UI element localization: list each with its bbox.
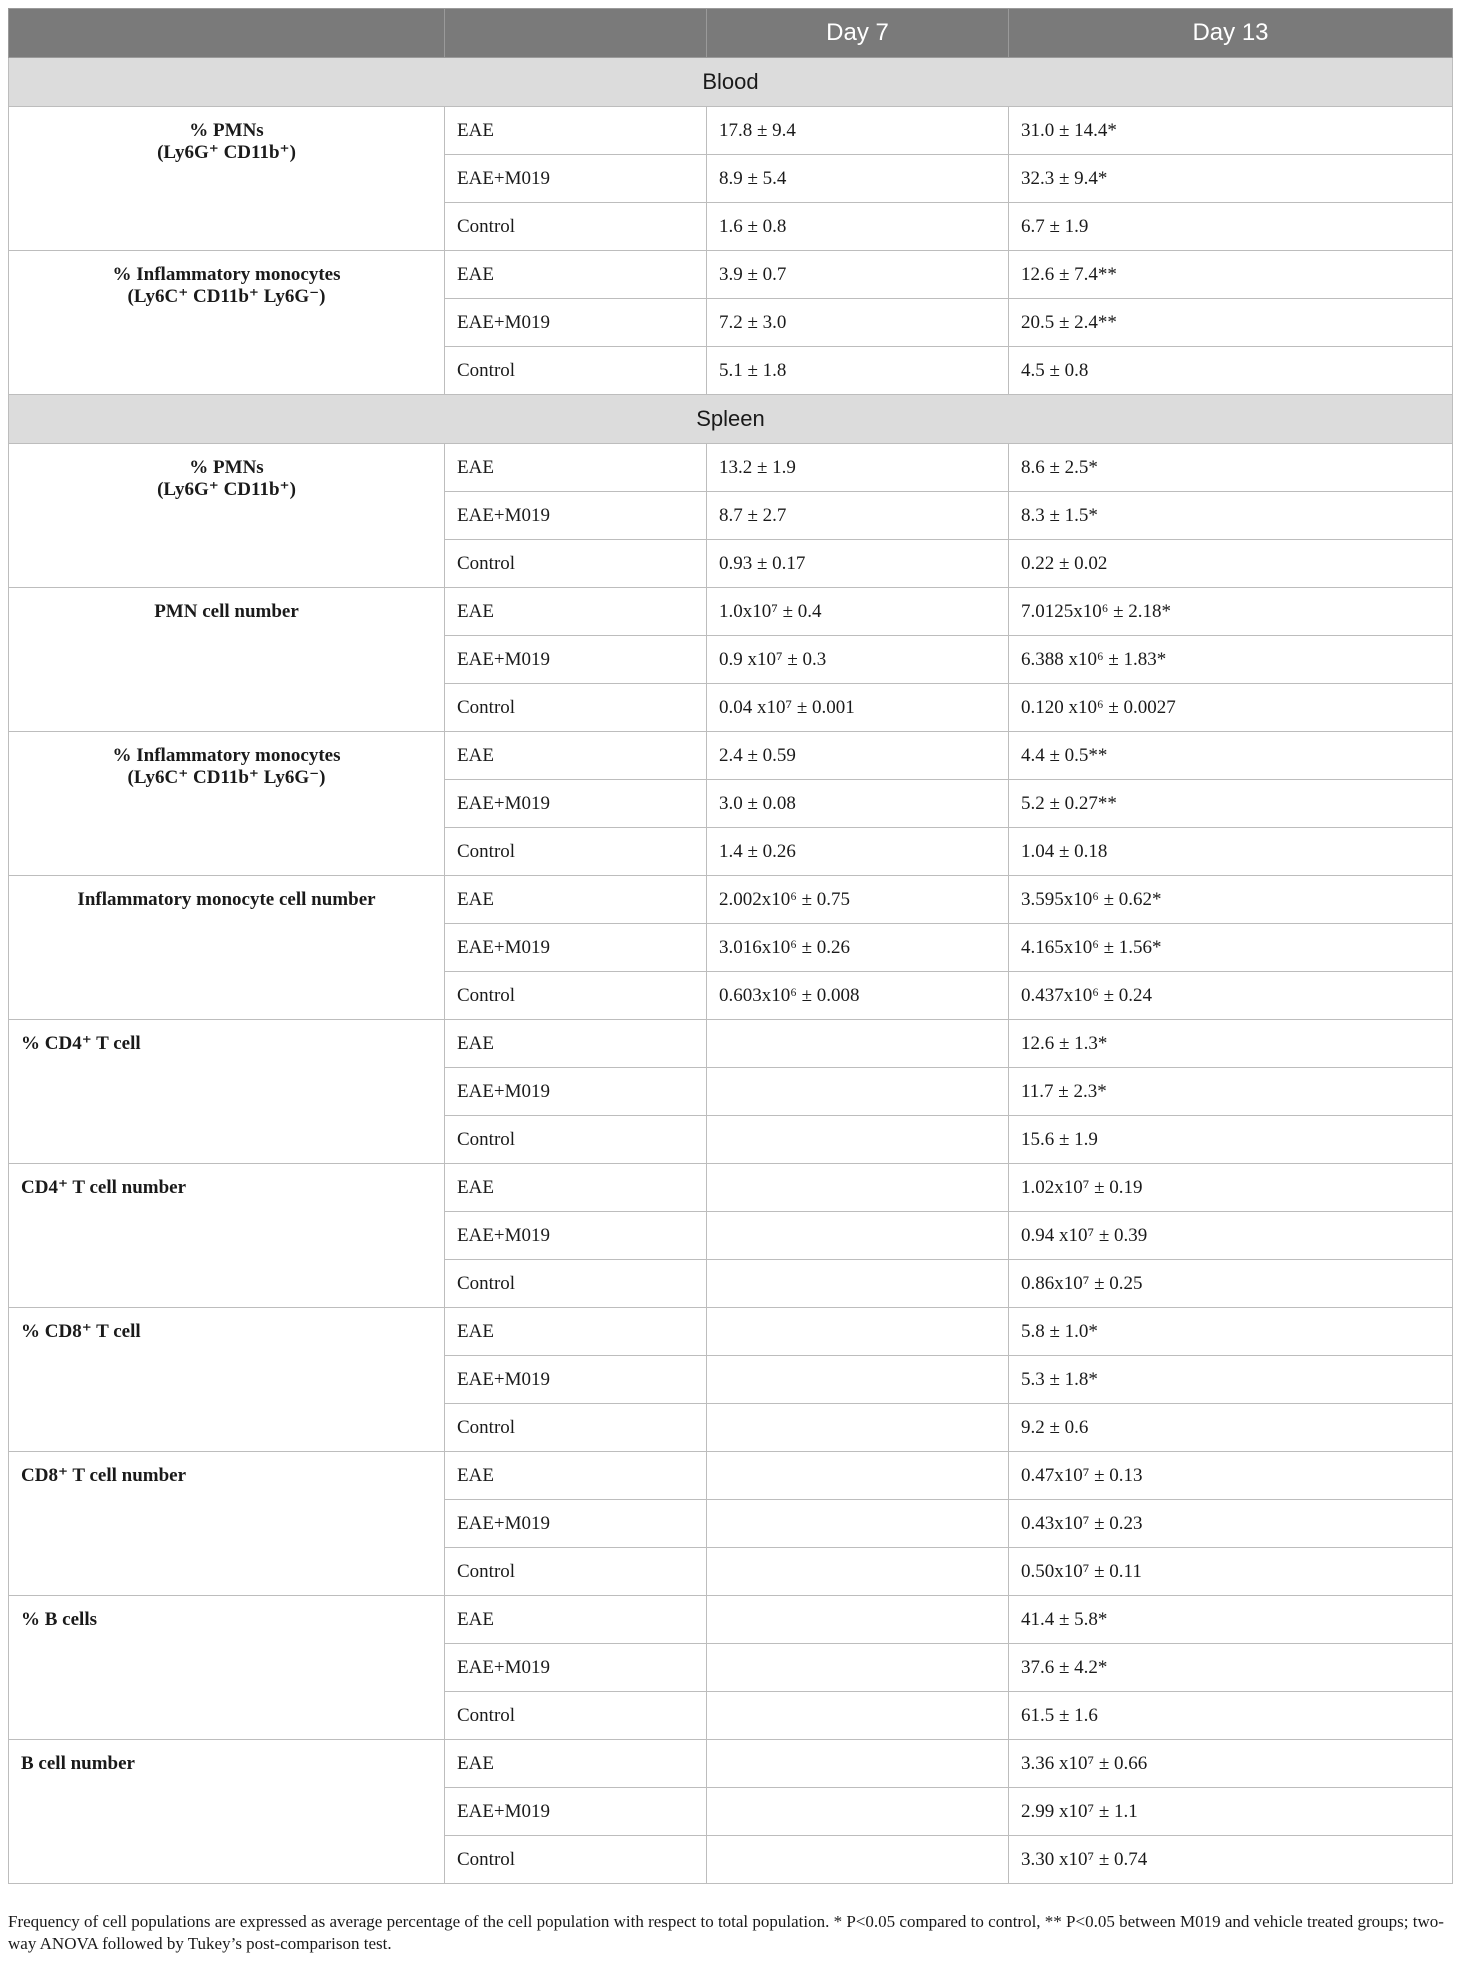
row-label (9, 588, 445, 732)
day7-cell: 3.9 ± 0.7 (707, 251, 1009, 299)
day7-cell: 17.8 ± 9.4 (707, 107, 1009, 155)
group-cell: EAE+M019 (445, 1788, 707, 1836)
day7-cell: 13.2 ± 1.9 (707, 444, 1009, 492)
table-row (9, 1596, 1453, 1644)
day7-cell (707, 1116, 1009, 1164)
day13-cell: 37.6 ± 4.2* (1009, 1644, 1453, 1692)
day13-cell: 1.04 ± 0.18 (1009, 828, 1453, 876)
section-title: Spleen (9, 395, 1453, 444)
day13-cell: 3.595x10⁶ ± 0.62* (1009, 876, 1453, 924)
day13-cell: 15.6 ± 1.9 (1009, 1116, 1453, 1164)
row-label (9, 251, 445, 395)
group-cell: Control (445, 1116, 707, 1164)
row-label-line: CD8⁺ T cell number (21, 1465, 187, 1486)
day7-cell: 5.1 ± 1.8 (707, 347, 1009, 395)
group-cell: Control (445, 1836, 707, 1884)
group-cell: EAE (445, 1308, 707, 1356)
day7-cell (707, 1836, 1009, 1884)
day7-cell (707, 1404, 1009, 1452)
group-cell: Control (445, 203, 707, 251)
header-day13: Day 13 (1009, 9, 1453, 58)
row-label-line: (Ly6C⁺ CD11b⁺ Ly6G⁻) (127, 767, 326, 788)
group-cell: Control (445, 540, 707, 588)
day7-cell (707, 1212, 1009, 1260)
section-row (9, 58, 1453, 107)
header-row (9, 9, 1453, 58)
row-label-line: (Ly6C⁺ CD11b⁺ Ly6G⁻) (127, 286, 326, 307)
group-cell: EAE (445, 588, 707, 636)
row-label-line: (Ly6G⁺ CD11b⁺) (157, 479, 296, 500)
day13-cell: 11.7 ± 2.3* (1009, 1068, 1453, 1116)
group-cell: Control (445, 1404, 707, 1452)
day7-cell: 0.93 ± 0.17 (707, 540, 1009, 588)
table-row (9, 876, 1453, 924)
group-cell: EAE+M019 (445, 636, 707, 684)
day7-cell: 1.0x10⁷ ± 0.4 (707, 588, 1009, 636)
day13-cell: 0.94 x10⁷ ± 0.39 (1009, 1212, 1453, 1260)
day13-cell: 0.43x10⁷ ± 0.23 (1009, 1500, 1453, 1548)
day7-cell (707, 1452, 1009, 1500)
table-row (9, 1164, 1453, 1212)
header-group-col (445, 9, 707, 58)
row-label-line: B cell number (21, 1753, 135, 1774)
day13-cell: 2.99 x10⁷ ± 1.1 (1009, 1788, 1453, 1836)
day7-cell: 0.9 x10⁷ ± 0.3 (707, 636, 1009, 684)
day7-cell (707, 1020, 1009, 1068)
row-label-line: % Inflammatory monocytes (112, 264, 341, 285)
day13-cell: 7.0125x10⁶ ± 2.18* (1009, 588, 1453, 636)
row-label-line: % Inflammatory monocytes (112, 745, 341, 766)
row-label-line: % CD8⁺ T cell (21, 1321, 141, 1342)
group-cell: Control (445, 347, 707, 395)
day7-cell (707, 1068, 1009, 1116)
row-label (9, 1596, 445, 1740)
day13-cell: 8.3 ± 1.5* (1009, 492, 1453, 540)
day13-cell: 0.47x10⁷ ± 0.13 (1009, 1452, 1453, 1500)
group-cell: Control (445, 1260, 707, 1308)
day13-cell: 6.7 ± 1.9 (1009, 203, 1453, 251)
group-cell: Control (445, 1548, 707, 1596)
table-row (9, 588, 1453, 636)
group-cell: EAE (445, 1596, 707, 1644)
table-row (9, 444, 1453, 492)
day13-cell: 0.437x10⁶ ± 0.24 (1009, 972, 1453, 1020)
day13-cell: 32.3 ± 9.4* (1009, 155, 1453, 203)
day7-cell: 3.016x10⁶ ± 0.26 (707, 924, 1009, 972)
day13-cell: 8.6 ± 2.5* (1009, 444, 1453, 492)
row-label (9, 1740, 445, 1884)
day7-cell (707, 1644, 1009, 1692)
day13-cell: 0.22 ± 0.02 (1009, 540, 1453, 588)
day7-cell: 1.4 ± 0.26 (707, 828, 1009, 876)
section-row (9, 395, 1453, 444)
table-row (9, 1740, 1453, 1788)
row-label (9, 1164, 445, 1308)
row-label-line: % CD4⁺ T cell (21, 1033, 141, 1054)
group-cell: Control (445, 972, 707, 1020)
day7-cell (707, 1692, 1009, 1740)
day7-cell (707, 1308, 1009, 1356)
row-label-line: % B cells (21, 1609, 97, 1630)
section-title: Blood (9, 58, 1453, 107)
data-table (8, 8, 1453, 1884)
day7-cell (707, 1740, 1009, 1788)
day7-cell (707, 1164, 1009, 1212)
row-label (9, 1308, 445, 1452)
group-cell: EAE+M019 (445, 1500, 707, 1548)
group-cell: EAE (445, 732, 707, 780)
day13-cell: 9.2 ± 0.6 (1009, 1404, 1453, 1452)
table-footnote: Frequency of cell populations are expressed as average percentage of the cell population with respect to total population. * P<0.05 compared to control, ** P<0.05 between M019 and vehicle treated groups; two-way ANOVA followed by Tukey’s post-comparison test. (8, 1912, 1444, 1953)
row-label-line: (Ly6G⁺ CD11b⁺) (157, 142, 296, 163)
table-row (9, 1020, 1453, 1068)
day13-cell: 4.4 ± 0.5** (1009, 732, 1453, 780)
table-row (9, 107, 1453, 155)
group-cell: EAE (445, 1452, 707, 1500)
day13-cell: 61.5 ± 1.6 (1009, 1692, 1453, 1740)
table-row (9, 732, 1453, 780)
day13-cell: 20.5 ± 2.4** (1009, 299, 1453, 347)
day7-cell: 2.002x10⁶ ± 0.75 (707, 876, 1009, 924)
day7-cell: 8.7 ± 2.7 (707, 492, 1009, 540)
day13-cell: 4.5 ± 0.8 (1009, 347, 1453, 395)
group-cell: EAE (445, 1164, 707, 1212)
row-label (9, 732, 445, 876)
row-label-line: CD4⁺ T cell number (21, 1177, 187, 1198)
row-label-line: Inflammatory monocyte cell number (77, 889, 376, 910)
group-cell: EAE+M019 (445, 155, 707, 203)
day13-cell: 4.165x10⁶ ± 1.56* (1009, 924, 1453, 972)
day7-cell (707, 1548, 1009, 1596)
day7-cell (707, 1788, 1009, 1836)
header-label-col (9, 9, 445, 58)
day7-cell: 1.6 ± 0.8 (707, 203, 1009, 251)
group-cell: EAE+M019 (445, 1356, 707, 1404)
day13-cell: 3.36 x10⁷ ± 0.66 (1009, 1740, 1453, 1788)
day13-cell: 12.6 ± 1.3* (1009, 1020, 1453, 1068)
day13-cell: 6.388 x10⁶ ± 1.83* (1009, 636, 1453, 684)
day7-cell (707, 1260, 1009, 1308)
table-body (9, 58, 1453, 1884)
group-cell: EAE+M019 (445, 299, 707, 347)
day13-cell: 3.30 x10⁷ ± 0.74 (1009, 1836, 1453, 1884)
group-cell: EAE (445, 876, 707, 924)
day13-cell: 5.8 ± 1.0* (1009, 1308, 1453, 1356)
row-label (9, 1020, 445, 1164)
day13-cell: 5.3 ± 1.8* (1009, 1356, 1453, 1404)
group-cell: EAE (445, 1740, 707, 1788)
day7-cell: 0.603x10⁶ ± 0.008 (707, 972, 1009, 1020)
group-cell: Control (445, 1692, 707, 1740)
group-cell: EAE+M019 (445, 492, 707, 540)
group-cell: EAE+M019 (445, 1644, 707, 1692)
table-row (9, 1308, 1453, 1356)
group-cell: EAE (445, 107, 707, 155)
day13-cell: 0.50x10⁷ ± 0.11 (1009, 1548, 1453, 1596)
day7-cell: 8.9 ± 5.4 (707, 155, 1009, 203)
header-day7: Day 7 (707, 9, 1009, 58)
row-label (9, 876, 445, 1020)
day7-cell: 2.4 ± 0.59 (707, 732, 1009, 780)
day7-cell: 0.04 x10⁷ ± 0.001 (707, 684, 1009, 732)
table-row (9, 251, 1453, 299)
row-label-line: PMN cell number (154, 601, 299, 622)
row-label (9, 444, 445, 588)
group-cell: EAE (445, 1020, 707, 1068)
day13-cell: 0.86x10⁷ ± 0.25 (1009, 1260, 1453, 1308)
group-cell: Control (445, 828, 707, 876)
row-label-line: % PMNs (189, 457, 264, 478)
group-cell: EAE+M019 (445, 1068, 707, 1116)
day13-cell: 1.02x10⁷ ± 0.19 (1009, 1164, 1453, 1212)
group-cell: EAE+M019 (445, 1212, 707, 1260)
day7-cell (707, 1596, 1009, 1644)
row-label-line: % PMNs (189, 120, 264, 141)
day13-cell: 5.2 ± 0.27** (1009, 780, 1453, 828)
day7-cell (707, 1500, 1009, 1548)
day7-cell: 7.2 ± 3.0 (707, 299, 1009, 347)
day13-cell: 12.6 ± 7.4** (1009, 251, 1453, 299)
day7-cell (707, 1356, 1009, 1404)
day7-cell: 3.0 ± 0.08 (707, 780, 1009, 828)
row-label (9, 1452, 445, 1596)
table-row (9, 1452, 1453, 1500)
group-cell: EAE (445, 444, 707, 492)
day13-cell: 41.4 ± 5.8* (1009, 1596, 1453, 1644)
group-cell: EAE+M019 (445, 924, 707, 972)
day13-cell: 0.120 x10⁶ ± 0.0027 (1009, 684, 1453, 732)
group-cell: EAE (445, 251, 707, 299)
group-cell: EAE+M019 (445, 780, 707, 828)
row-label (9, 107, 445, 251)
group-cell: Control (445, 684, 707, 732)
day13-cell: 31.0 ± 14.4* (1009, 107, 1453, 155)
